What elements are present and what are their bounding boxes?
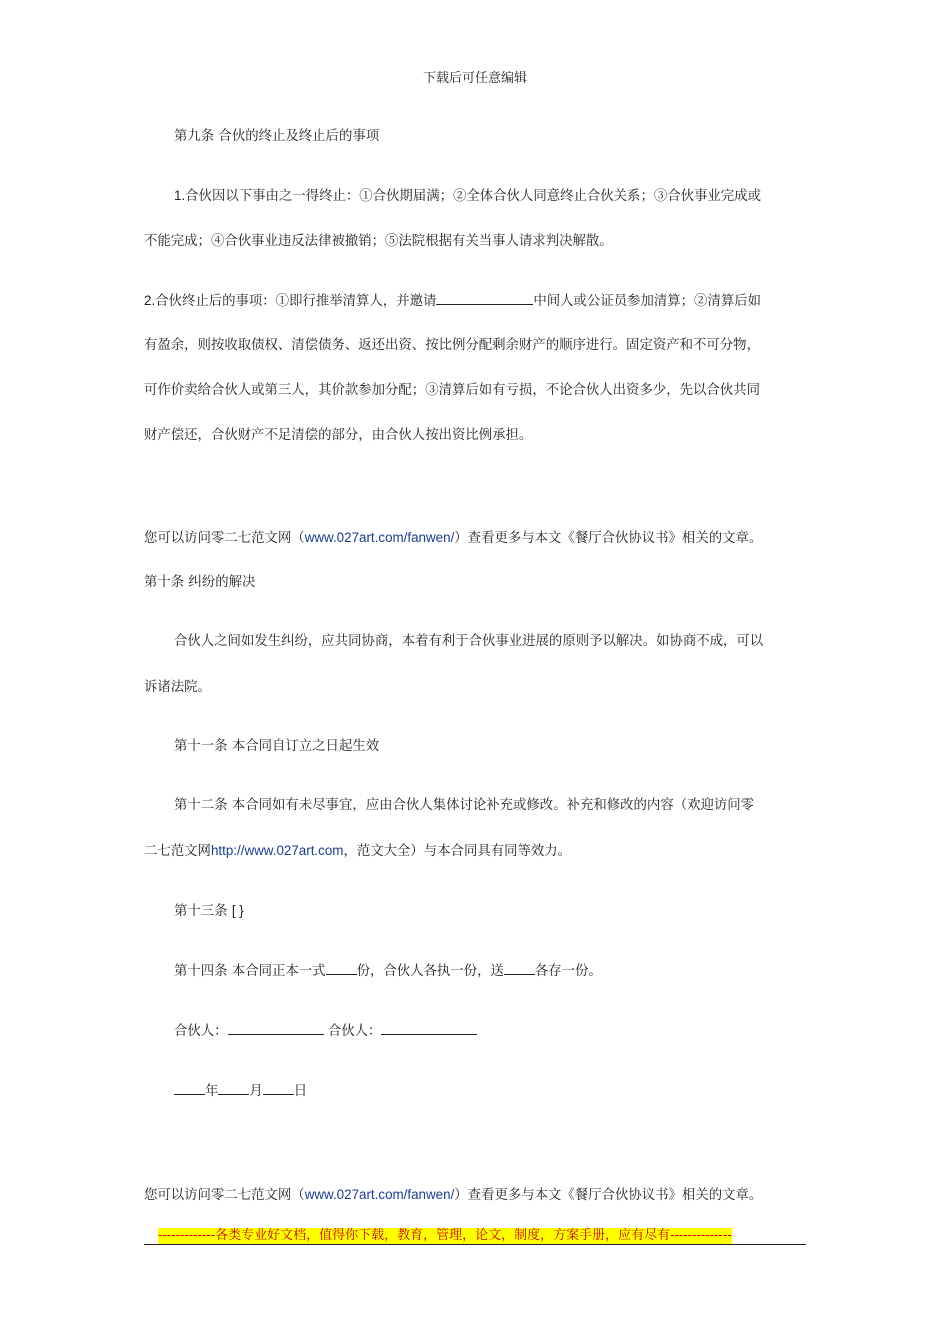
reference-line-2 xyxy=(144,1186,762,1205)
reference-link[interactable]: www.027art.com/fanwen/ xyxy=(304,1187,455,1202)
article-11: 第十一条 本合同自订立之日起生效 xyxy=(174,739,380,754)
clause-text: 中间人或公证员参加清算；②清算后如 xyxy=(533,294,762,309)
article-14-text: 份，合伙人各执一份，送 xyxy=(356,964,504,979)
year-blank[interactable] xyxy=(174,1081,205,1095)
article-9-clause-1-line-2: 不能完成；④合伙事业违反法律被撤销；⑤法院根据有关当事人请求判决解散。 xyxy=(144,234,613,249)
signature-label: 合伙人： xyxy=(327,1024,382,1039)
reference-line-1 xyxy=(144,529,762,548)
site-link[interactable]: http://www.027art.com xyxy=(210,843,344,858)
day-blank[interactable] xyxy=(263,1081,294,1095)
article-10-line-1: 合伙人之间如发生纠纷，应共同协商，本着有利于合伙事业进展的原则予以解决。如协商不成，可以 xyxy=(174,634,764,649)
article-13-label: 第十三条 xyxy=(174,904,232,919)
article-9-clause-2-line-2: 有盈余，则按收取债权、清偿债务、返还出资、按比例分配剩余财产的顺序进行。固定资产和不可分物， xyxy=(144,338,760,353)
article-13-brackets: [ } xyxy=(231,903,244,918)
reference-text: 您可以访问零二七范文网（ xyxy=(144,531,305,546)
article-9-clause-2-line-4: 财产偿还，合伙财产不足清偿的部分，由合伙人按出资比例承担。 xyxy=(144,428,533,443)
date-year-label: 年 xyxy=(205,1084,219,1099)
promo-banner: -------------各类专业好文档，值得你下载，教育，管理，论文，制度，方案手册，应有尽有-------------- xyxy=(158,1228,732,1243)
clause-text: 合伙终止后的事项：①即行推举清算人，并邀请 xyxy=(155,294,437,309)
date-line xyxy=(174,1081,307,1101)
article-9-title: 第九条 合伙的终止及终止后的事项 xyxy=(174,129,380,144)
reference-link[interactable]: www.027art.com/fanwen/ xyxy=(304,530,455,545)
signature-blank-2[interactable] xyxy=(381,1021,477,1035)
article-9-clause-2-line-3: 可作价卖给合伙人或第三人，其价款参加分配；③清算后如有亏损，不论合伙人出资多少，先以合伙共同 xyxy=(144,383,760,398)
article-9-clause-1-line-1 xyxy=(174,187,761,206)
date-day-label: 日 xyxy=(293,1084,308,1099)
article-10-line-2: 诉诸法院。 xyxy=(144,680,211,695)
article-12-line-2 xyxy=(144,842,571,861)
reference-text: ）查看更多与本文《餐厅合伙协议书》相关的文章。 xyxy=(454,531,763,546)
article-10-title: 第十条 纠纷的解决 xyxy=(144,575,256,590)
recipient-blank[interactable] xyxy=(504,961,535,975)
signature-label: 合伙人： xyxy=(174,1024,228,1039)
fill-in-blank[interactable] xyxy=(436,291,533,305)
signature-line xyxy=(174,1021,477,1041)
signature-blank-1[interactable] xyxy=(228,1021,324,1035)
reference-text: ）查看更多与本文《餐厅合伙协议书》相关的文章。 xyxy=(454,1188,763,1203)
article-12-text: ，范文大全）与本合同具有同等效力。 xyxy=(343,844,572,859)
reference-text: 您可以访问零二七范文网（ xyxy=(144,1188,305,1203)
month-blank[interactable] xyxy=(218,1081,249,1095)
date-month-label: 月 xyxy=(249,1084,263,1099)
article-9-clause-2-line-1 xyxy=(144,291,761,311)
article-14 xyxy=(174,961,602,981)
clause-text: 合伙因以下事由之一得终止：①合伙期届满；②全体合伙人同意终止合伙关系；③合伙事业完成或 xyxy=(185,189,761,204)
clause-number: 1. xyxy=(174,188,186,203)
page-header: 下载后可任意编辑 xyxy=(422,71,527,86)
clause-number: 2. xyxy=(144,293,156,308)
article-12-line-1: 第十二条 本合同如有未尽事宜，应由合伙人集体讨论补充或修改。补充和修改的内容（欢迎访问零 xyxy=(174,798,755,813)
footer-divider xyxy=(144,1244,806,1245)
article-14-text: 第十四条 本合同正本一式 xyxy=(174,964,326,979)
article-14-text: 各存一份。 xyxy=(534,964,602,979)
copies-blank[interactable] xyxy=(326,961,357,975)
article-12-text: 二七范文网 xyxy=(144,844,211,859)
article-13 xyxy=(174,902,244,921)
